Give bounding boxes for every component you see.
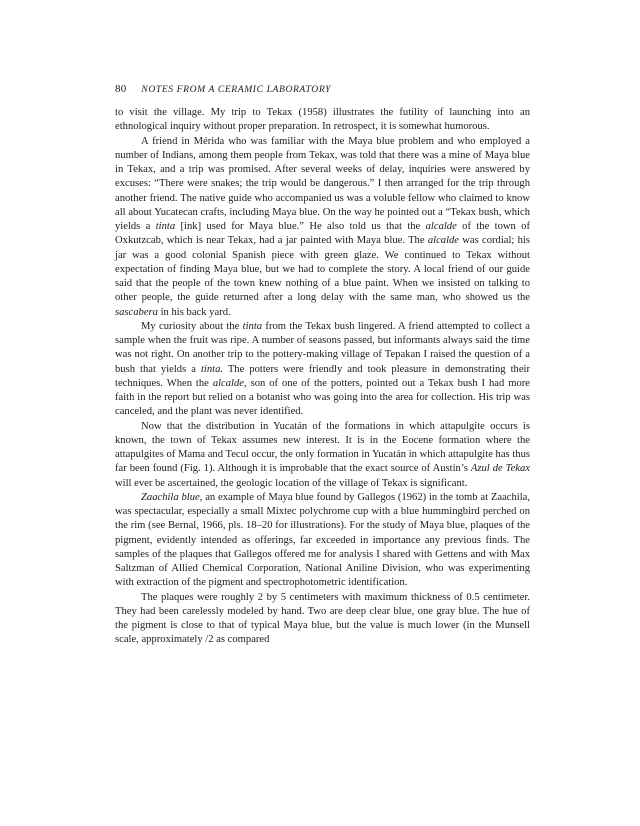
- text-run: The potters were friendly and took pleasure in demonstrating their techniques. When the: [115, 363, 530, 389]
- text-run: A friend in Mérida who was familiar with the Maya blue problem and who employed a number of Indians, among them people from Tekax, was told that there was a mine of Maya blue in Tekax, and a trip was promised. After several weeks of delay, inquiries were answered by excuses: “There were snakes; the trip would be dangerous.” I then arranged for the trip through another friend. The native guide who accompanied us was a voluble fellow who claimed to know all about Yucatecan crafts, including Maya blue. On the way he pointed out a “Tekax bush, which yields a: [115, 135, 530, 232]
- italic-text: alcalde: [425, 221, 457, 232]
- paragraph: [115, 320, 530, 420]
- text-run: My curiosity about the: [141, 320, 243, 332]
- italic-text: sascabera: [115, 306, 158, 318]
- text-run: Now that the distribution in Yucatán of the formations in which attapulgite occurs is known, the town of Tekax assumes new interest. It is in the Eocene formation where the attapulgites of Mama and Tecul occur, the only formation in Yucatán in which attapulgite has thus far been found (Fig. 1). Although it is improbable that the exact source of Austin’s: [115, 420, 530, 475]
- running-head: [115, 83, 331, 95]
- italic-text: tinta.: [200, 363, 224, 375]
- text-run: of the town of Oxkutzcab, which is near Tekax, had a jar painted with Maya blue. The: [115, 221, 531, 247]
- text-run: will ever be ascertained, the geologic location of the village of Tekax is significant.: [115, 477, 468, 489]
- paragraph: [115, 135, 530, 320]
- paragraph: [115, 420, 530, 491]
- text-run: , son of one of the potters, pointed out a Tekax bush I had more faith in the report but relied on a botanist who was going into the area for collection. His trip was canceled, and the plant was never identified.: [115, 377, 530, 418]
- body-text: [115, 106, 530, 648]
- text-run: was cordial; his jar was a good colonial Spanish piece with green glaze. We continued to Tekax without expectation of finding Maya blue, but we had to complete the story. A local friend of our guide said that the people of the town knew nothing of a blue paint. When we insisted on talking to other people, the guide returned after a long delay with the same man, who showed us the: [115, 235, 531, 304]
- text-run: , an example of Maya blue found by Gallegos (1962) in the tomb at Zaachila, was spectacular, especially a small Mixtec polychrome cup with a blue hummingbird perched on the rim (see Bernal, 1966, pls. 18–20 for illustrations). For the study of Maya blue, plaques of the pigment, evidently intended as offerings, far exceeded in importance any previous finds. The samples of the plaques that Gallegos offered me for analysis I shared with Gettens and with Max Saltzman of Allied Chemical Corporation, National Aniline Division, who was experimenting with extraction of the pigment and spectrophotometric identification.: [115, 491, 531, 589]
- italic-text: tinta: [242, 320, 263, 332]
- text-run: in his back yard.: [157, 306, 231, 318]
- italic-text: Azul de Tekax: [470, 463, 530, 475]
- italic-text: tinta: [155, 221, 176, 232]
- italic-text: alcalde: [212, 377, 244, 389]
- text-run: from the Tekax bush lingered. A friend attempted to collect a sample when the fruit was ripe. A number of seasons passed, but informants always said the time was not right. On another trip to the pottery-making village of Tepakan I raised the question of a bush that yields a: [115, 320, 530, 375]
- italic-text: alcalde: [427, 235, 460, 247]
- italic-text: Zaachila blue: [141, 491, 200, 503]
- paragraph: [115, 591, 530, 648]
- text-run: to visit the village. My trip to Tekax (1958) illustrates the futility of launching into an ethnological inquiry without proper preparation. In retrospect, it is somewhat humorous.: [115, 107, 530, 133]
- page-number: 80: [115, 83, 127, 95]
- paragraph: [115, 106, 530, 135]
- paragraph: [115, 491, 530, 591]
- running-title: NOTES FROM A CERAMIC LABORATORY: [141, 84, 332, 95]
- text-run: The plaques were roughly 2 by 5 centimeters with maximum thickness of 0.5 centimeter. They had been carelessly modeled by hand. Two are deep clear blue, one gray blue. The hue of the pigment is close to that of typical Maya blue, but the value is much lower (in the Munsell scale, approximately /2 as compared: [115, 591, 530, 646]
- text-run: [ink] used for Maya blue.” He also told us that the: [175, 221, 426, 232]
